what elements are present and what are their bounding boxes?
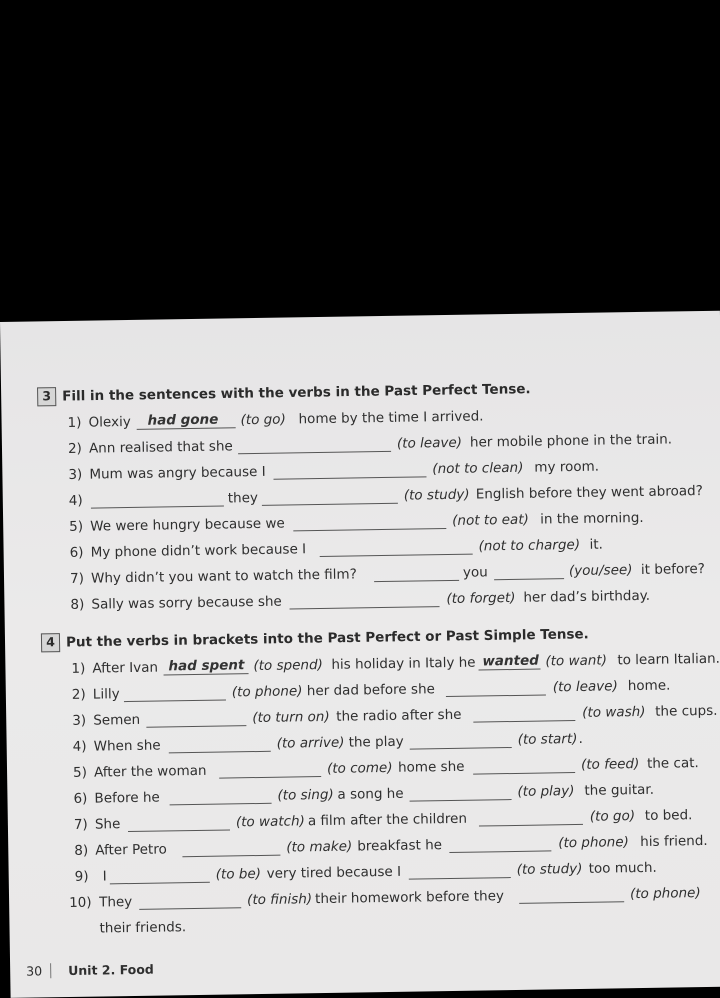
answer-blank[interactable] <box>473 720 575 723</box>
ex4-sentence-4: 4) When she (to arrive) the play (to start) . <box>72 730 584 755</box>
answer-blank[interactable] <box>473 772 575 775</box>
filled-answer: had gone <box>147 411 219 429</box>
ex4-sentence-7: 7) She (to watch) a film after the children (to go) to bed. <box>73 807 693 833</box>
answer-blank[interactable] <box>494 578 564 580</box>
answer-blank[interactable] <box>182 855 280 858</box>
answer-blank[interactable] <box>128 829 230 832</box>
answer-blank[interactable] <box>146 725 246 728</box>
filled-answer: wanted <box>482 652 539 670</box>
answer-blank[interactable] <box>410 799 512 802</box>
ex3-sentence-6: 6) My phone didn’t work because I (not to charge) it. <box>69 536 604 561</box>
answer-blank[interactable] <box>170 803 272 806</box>
answer-blank[interactable] <box>110 882 210 885</box>
answer-blank[interactable] <box>410 747 512 750</box>
answer-blank[interactable] <box>320 554 473 557</box>
workbook-page <box>0 311 720 998</box>
ex3-sentence-1: 1) Olexiy had gone (to go) home by the time I arrived. <box>67 408 484 431</box>
answer-blank[interactable] <box>91 506 224 509</box>
answer-blank[interactable] <box>262 503 398 506</box>
ex4-sentence-10: 10) They (to finish) their homework before they (to phone) <box>69 885 701 911</box>
ex4-sentence-5: 5) After the woman (to come) home she (to feed) the cat. <box>72 755 699 781</box>
answer-blank[interactable] <box>273 476 426 479</box>
exercise-4-heading <box>41 625 589 653</box>
answer-blank[interactable] <box>409 877 511 880</box>
page-number: 30 <box>26 963 51 978</box>
ex3-sentence-7: 7) Why didn’t you want to watch the film? you (you/see) it before? <box>69 560 706 587</box>
answer-blank[interactable] <box>290 606 440 609</box>
answer-blank[interactable] <box>449 850 551 853</box>
exercise-3-number: 3 <box>37 387 56 406</box>
ex4-sentence-9: 9) I (to be) very tired because I (to study) too much. <box>74 859 657 885</box>
ex4-sentence-1: 1) After Ivan had spent (to spend) his holiday in Italy he wanted (to want) to learn Italian. <box>71 650 720 677</box>
answer-blank[interactable] <box>139 907 241 910</box>
ex4-sentence-8: 8) After Petro (to make) breakfast he (to phone) his friend. <box>74 832 708 859</box>
ex3-sentence-3: 3) Mum was angry because I (not to clean) my room. <box>68 458 600 483</box>
answer-blank[interactable] <box>124 699 226 702</box>
ex3-sentence-4: 4) they (to study) English before they went abroad? <box>68 482 703 509</box>
ex4-sentence-3: 3) Semen (to turn on) the radio after she (to wash) the cups. <box>72 702 718 729</box>
unit-title: Unit 2. Food <box>68 961 154 979</box>
answer-blank[interactable] <box>238 451 391 454</box>
exercise-4-title: Put the verbs in brackets into the Past Perfect or Past Simple Tense. <box>65 626 589 651</box>
answer-blank[interactable] <box>446 694 546 697</box>
ex4-sentence-2: 2) Lilly (to phone) her dad before she (to leave) home. <box>71 677 671 703</box>
ex3-sentence-8: 8) Sally was sorry because she (to forget) her dad’s birthday. <box>70 587 651 613</box>
exercise-3-heading <box>37 380 531 407</box>
answer-blank[interactable] <box>374 580 459 582</box>
ex3-sentence-5: 5) We were hungry because we (not to eat) in the morning. <box>69 509 644 535</box>
ex4-sentence-10-continued: their friends. <box>99 919 187 937</box>
answer-blank[interactable] <box>479 824 583 827</box>
exercise-3-title: Fill in the sentences with the verbs in the Past Perfect Tense. <box>62 381 531 405</box>
answer-blank[interactable] <box>219 776 321 779</box>
filled-answer: had spent <box>168 657 245 675</box>
answer-blank[interactable] <box>169 751 271 754</box>
exercise-4-number: 4 <box>41 633 60 652</box>
ex4-sentence-6: 6) Before he (to sing) a song he (to play) the guitar. <box>73 781 655 807</box>
answer-blank[interactable] <box>519 901 624 904</box>
answer-blank[interactable] <box>293 528 446 531</box>
ex3-sentence-2: 2) Ann realised that she (to leave) her mobile phone in the train. <box>67 431 673 457</box>
page-footer <box>10 949 720 990</box>
